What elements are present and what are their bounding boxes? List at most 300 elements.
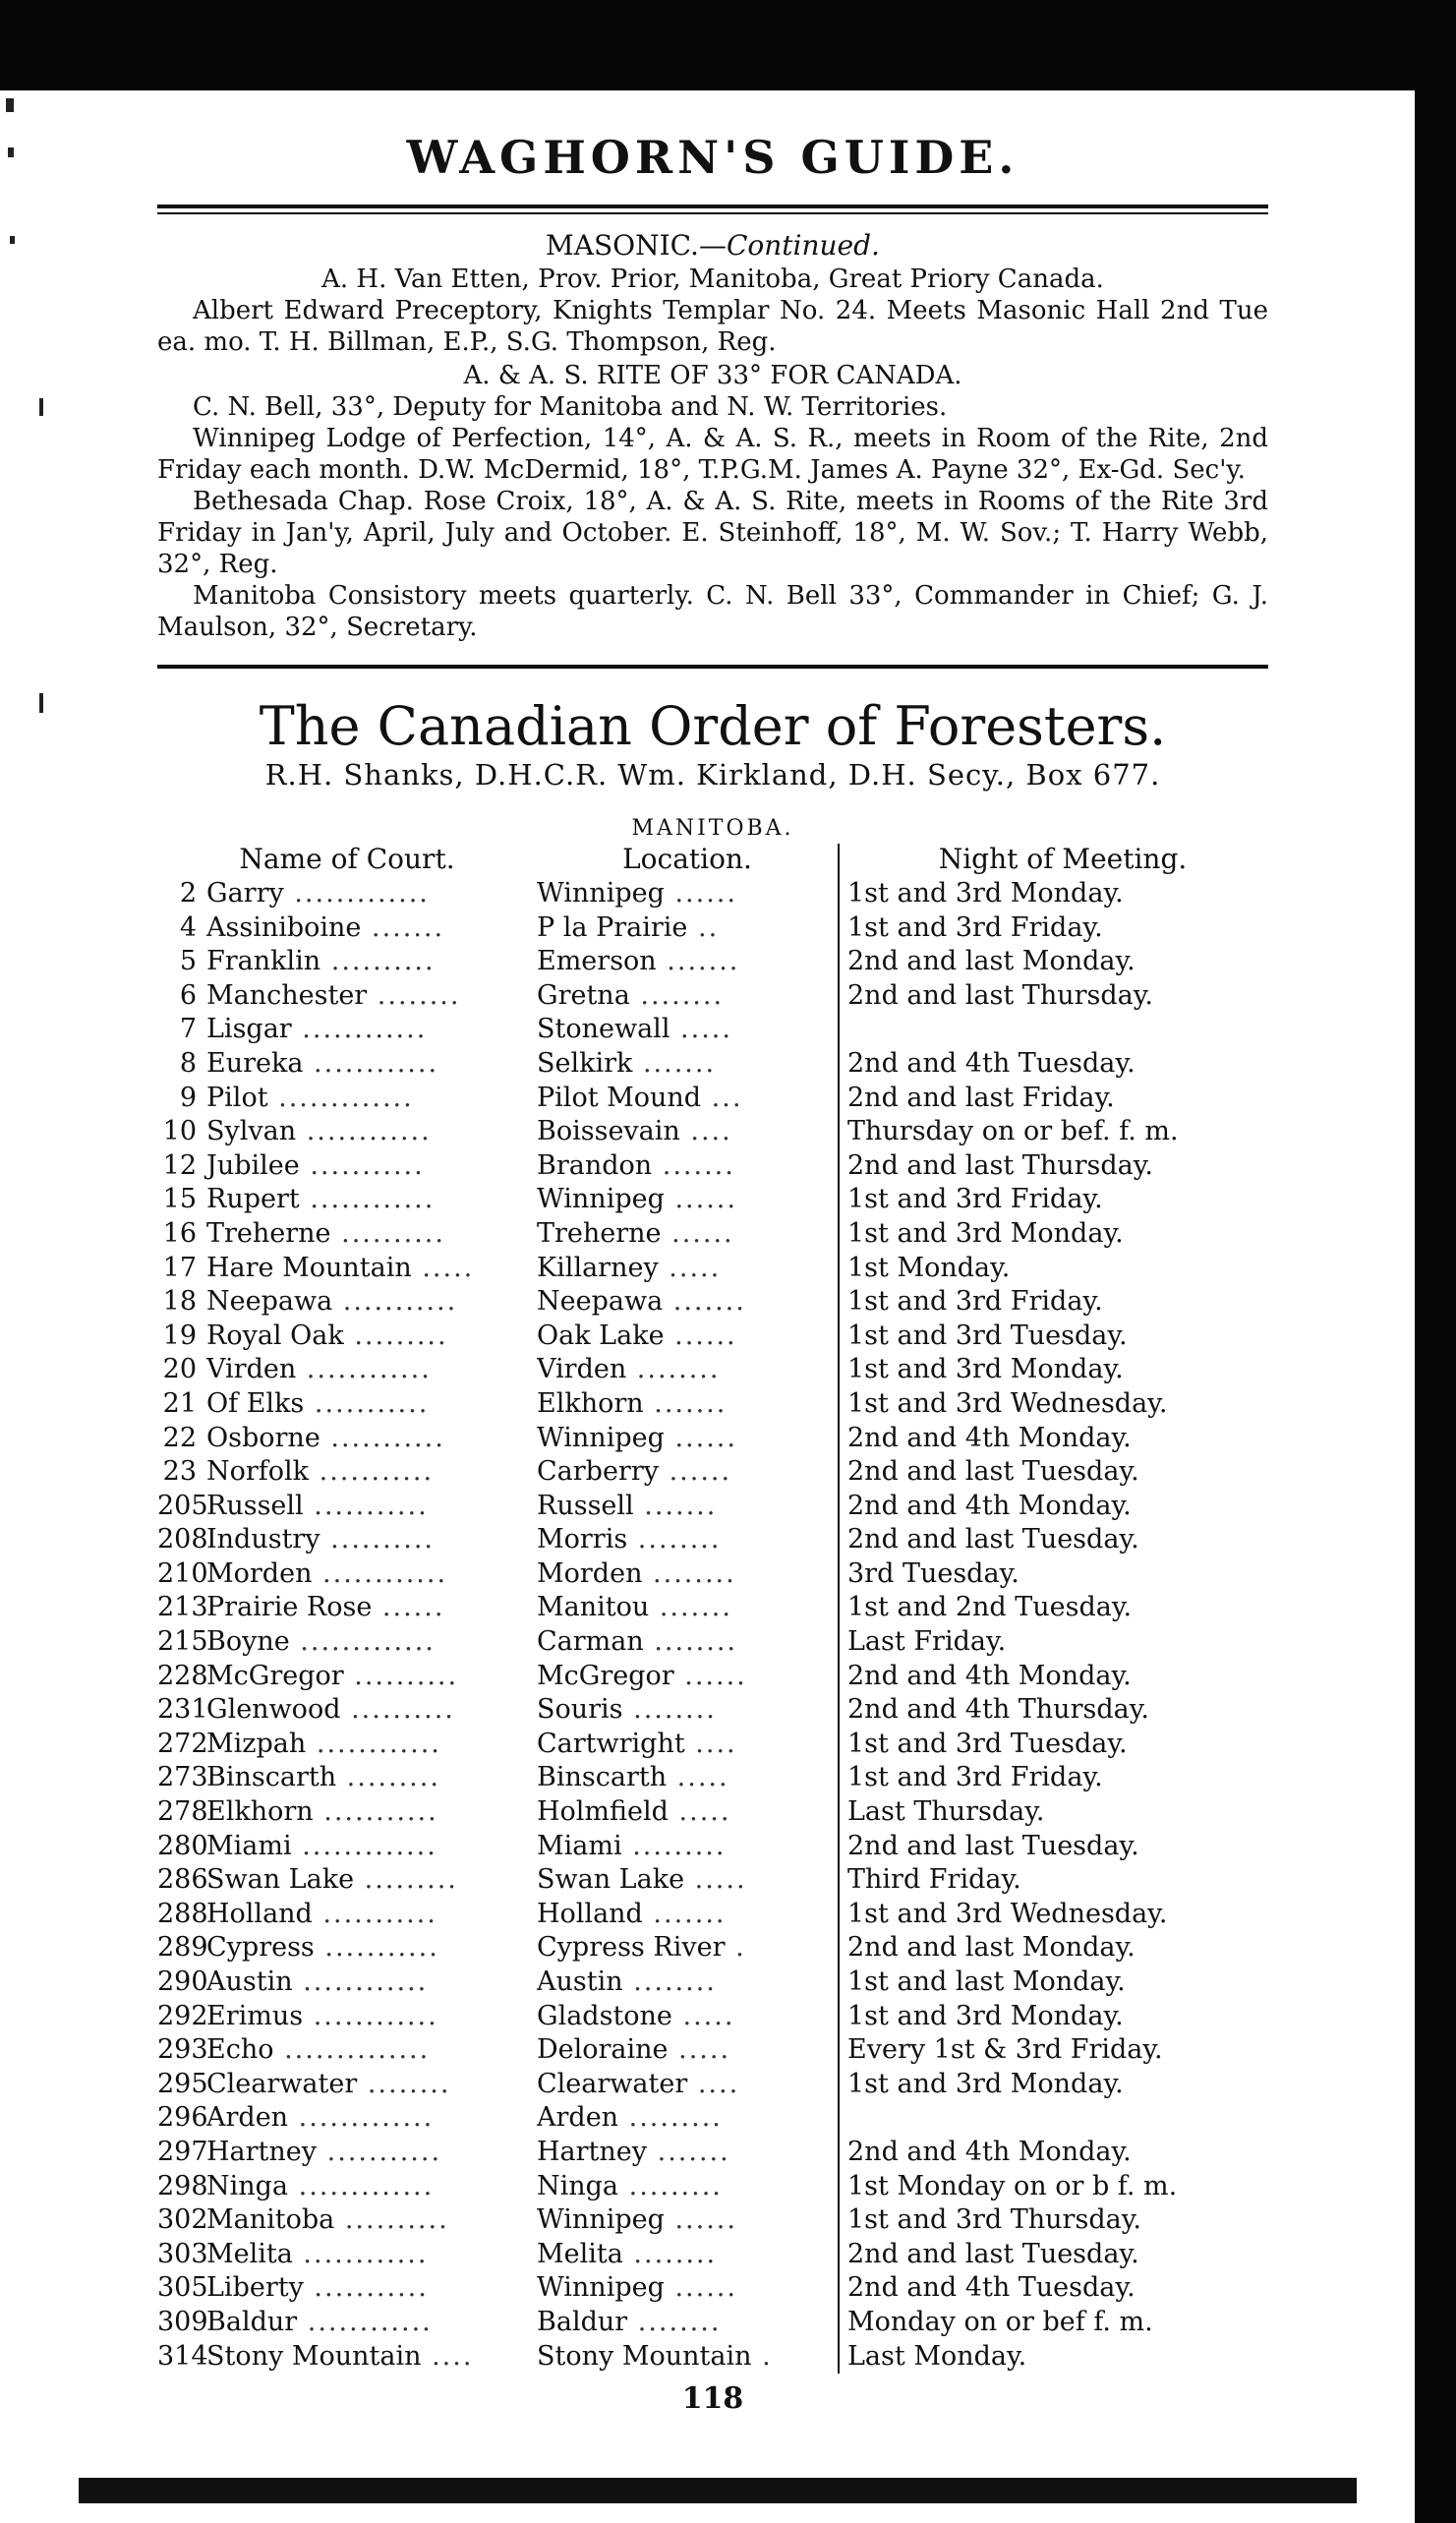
meeting-night: Monday on or bef f. m. [839, 2306, 1278, 2340]
dot-leader: ...... [659, 1456, 732, 1488]
court-name: Cypress [206, 1932, 315, 1964]
court-location: Binscarth [537, 1762, 668, 1793]
court-name: Pilot [206, 1082, 268, 1113]
court-name: Of Elks [206, 1387, 305, 1419]
meeting-night: Last Thursday. [839, 1795, 1278, 1830]
dot-leader: .......... [334, 2204, 449, 2236]
court-number: 21 [162, 1387, 197, 1419]
court-number: 4 [179, 911, 197, 943]
meeting-night: 1st Monday on or b f. m. [839, 2170, 1278, 2204]
court-cell [157, 1795, 537, 1830]
location-cell [537, 1285, 839, 1320]
court-location: Elkhorn [537, 1387, 644, 1419]
court-name: Rupert [206, 1184, 300, 1215]
masonic-heading [157, 228, 1268, 264]
court-location: Ninga [537, 2170, 619, 2201]
meeting-night: 1st and 3rd Thursday. [839, 2203, 1278, 2238]
court-number: 210 [157, 1557, 208, 1589]
court-cell [157, 2203, 537, 2238]
meeting-night: 2nd and last Monday. [839, 945, 1278, 979]
court-name: Manchester [206, 979, 368, 1011]
dot-leader: ........... [303, 2272, 429, 2304]
court-cell [157, 1455, 537, 1490]
location-cell [537, 2271, 839, 2306]
location-cell [537, 1863, 839, 1898]
meeting-night: 1st and 3rd Monday. [839, 2068, 1278, 2102]
dot-leader: ..... [670, 1014, 732, 1045]
dot-leader: ..... [668, 2034, 731, 2066]
court-number: 309 [157, 2306, 208, 2337]
court-row [157, 1217, 1278, 1252]
court-cell [157, 1693, 537, 1728]
location-cell [537, 2340, 839, 2375]
meeting-night: 1st and 3rd Wednesday. [839, 1387, 1278, 1422]
court-cell [157, 911, 537, 946]
court-location: Souris [537, 1694, 623, 1726]
dot-leader: ............ [296, 1354, 432, 1385]
court-cell [157, 1285, 537, 1320]
dot-leader: ...... [664, 1320, 737, 1351]
court-cell [157, 1931, 537, 1966]
dot-leader: ......... [354, 1864, 458, 1896]
dot-leader: ............ [299, 1184, 436, 1215]
dot-leader: ........... [332, 1286, 458, 1318]
court-location: Boissevain [537, 1116, 680, 1147]
meeting-night: 1st and 3rd Monday. [839, 1217, 1278, 1252]
court-number: 228 [157, 1660, 208, 1691]
col-location-header: Location. [622, 843, 752, 875]
dot-leader: ......... [336, 1762, 440, 1793]
court-location: Pilot Mound [537, 1082, 702, 1113]
court-name: Manitoba [206, 2204, 335, 2236]
court-cell [157, 1047, 537, 1082]
court-cell [157, 1898, 537, 1932]
location-cell [537, 1149, 839, 1184]
court-name: Ninga [206, 2170, 289, 2201]
court-location: Deloraine [537, 2034, 669, 2066]
dot-leader: ........... [312, 1898, 437, 1929]
court-row [157, 1115, 1278, 1149]
location-cell [537, 1795, 839, 1830]
head-rule-thin [157, 212, 1268, 214]
court-number: 272 [157, 1728, 208, 1759]
rite-line: Bethesada Chap. Rose Croix, 18°, A. & A. S. Rite, meets in Rooms of the Rite 3rd Friday in Jan'y, April, July and October. E. Steinhoff, 18°, M. W. Sov.; T. Harry Webb, 32°, Reg. [157, 487, 1268, 579]
dot-leader: ......... [343, 1320, 448, 1351]
dot-leader: ......... [618, 2102, 723, 2134]
dot-leader: .......... [343, 1660, 459, 1691]
court-location: Winnipeg [537, 2272, 665, 2304]
meeting-night: 2nd and 4th Monday. [839, 1660, 1278, 1694]
court-location: Hartney [537, 2136, 648, 2167]
court-location: Carman [537, 1626, 644, 1658]
court-cell [157, 2238, 537, 2272]
court-row [157, 1149, 1278, 1184]
court-row [157, 2101, 1278, 2136]
location-cell [537, 2203, 839, 2238]
dot-leader: ......... [618, 2170, 723, 2201]
court-number: 6 [179, 979, 197, 1011]
dot-leader: ............ [297, 2306, 433, 2337]
scan-edge-right [1415, 0, 1456, 2523]
court-name: Austin [206, 1966, 293, 1997]
court-cell [157, 945, 537, 979]
section-rule [157, 665, 1268, 669]
court-location: Selkirk [537, 1047, 633, 1079]
dot-leader: .......... [320, 946, 436, 977]
court-row [157, 2306, 1278, 2340]
dot-leader: ..... [668, 1796, 731, 1828]
scan-speck [8, 147, 14, 157]
location-cell [537, 1115, 839, 1149]
meeting-night: 2nd and last Thursday. [839, 979, 1278, 1014]
location-cell [537, 1217, 839, 1252]
court-name: Franklin [206, 946, 321, 977]
court-name: Jubilee [206, 1149, 300, 1181]
meeting-night: 2nd and last Tuesday. [839, 1455, 1278, 1490]
court-row [157, 2136, 1278, 2170]
meeting-night: 1st and 3rd Friday. [839, 1183, 1278, 1217]
court-location: Cartwright [537, 1728, 685, 1759]
dot-leader: ...... [661, 1217, 734, 1249]
court-location: Gretna [537, 979, 630, 1011]
location-cell [537, 1931, 839, 1966]
court-cell [157, 2170, 537, 2204]
court-row [157, 2340, 1278, 2375]
dot-leader: ....... [652, 1149, 735, 1181]
court-name: Stony Mountain [206, 2340, 422, 2372]
location-cell [537, 2170, 839, 2204]
court-location: Virden [537, 1354, 627, 1385]
dot-leader: ...... [664, 2204, 737, 2236]
court-name: Treherne [206, 1217, 331, 1249]
court-name: Eureka [206, 1047, 304, 1079]
col-night-header: Night of Meeting. [839, 844, 1278, 877]
court-row [157, 911, 1278, 946]
court-name: Melita [206, 2238, 293, 2269]
court-location: Winnipeg [537, 1184, 665, 1215]
court-location: Oak Lake [537, 1320, 665, 1351]
court-cell [157, 1115, 537, 1149]
meeting-night: 2nd and 4th Tuesday. [839, 1047, 1278, 1082]
meeting-night: 2nd and 4th Tuesday. [839, 2271, 1278, 2306]
court-row [157, 1490, 1278, 1524]
court-name: Morden [206, 1557, 313, 1589]
dot-leader: ... [701, 1082, 743, 1113]
location-cell [537, 1660, 839, 1694]
dot-leader: ......... [621, 1830, 727, 1861]
scan-edge-top [0, 0, 1456, 90]
meeting-night: 1st and 3rd Friday. [839, 911, 1278, 946]
dot-leader: ........... [317, 2136, 442, 2167]
court-row [157, 877, 1278, 911]
dot-leader: .............. [273, 2034, 431, 2066]
court-row [157, 1353, 1278, 1387]
court-name: Hare Mountain [206, 1252, 412, 1283]
dot-leader: ...... [664, 2272, 737, 2304]
scan-speck [39, 398, 43, 416]
dot-leader: ....... [633, 1490, 718, 1521]
court-cell [157, 2271, 537, 2306]
court-location: Stony Mountain [537, 2340, 752, 2372]
court-name: Elkhorn [206, 1796, 314, 1828]
court-row [157, 1183, 1278, 1217]
court-name: Russell [206, 1490, 304, 1521]
foresters-title: The Canadian Order of Foresters. [259, 695, 1167, 757]
location-cell [537, 1966, 839, 2000]
foresters-subtitle: R.H. Shanks, D.H.C.R. Wm. Kirkland, D.H. Secy., Box 677. [264, 758, 1161, 792]
court-name: Clearwater [206, 2068, 358, 2099]
court-number: 292 [157, 2000, 208, 2031]
location-cell [537, 1455, 839, 1490]
dot-leader: .... [684, 1728, 737, 1759]
meeting-night: 1st and 3rd Monday. [839, 877, 1278, 911]
court-row [157, 1898, 1278, 1932]
court-location: Killarney [537, 1252, 659, 1283]
court-location: Morris [537, 1524, 628, 1555]
court-name: Holland [206, 1898, 313, 1929]
meeting-night: Third Friday. [839, 1863, 1278, 1898]
rite-heading: A. & A. S. RITE OF 33° FOR CANADA. [463, 361, 962, 390]
dot-leader: .... [687, 2068, 740, 2099]
court-name: Royal Oak [206, 1320, 344, 1351]
dot-leader: ..... [411, 1252, 475, 1283]
court-location: Miami [537, 1830, 622, 1861]
court-cell [157, 979, 537, 1014]
court-cell [157, 1422, 537, 1456]
masonic-title-suffix: —Continued. [698, 229, 880, 262]
court-number: 278 [157, 1796, 208, 1828]
scan-speck [6, 98, 14, 112]
location-cell [537, 2000, 839, 2034]
dot-leader: ........... [313, 1796, 438, 1828]
running-head: WAGHORN'S GUIDE. [406, 131, 1019, 184]
court-number: 7 [179, 1014, 197, 1045]
court-location: Holland [537, 1898, 643, 1929]
dot-leader: ....... [663, 1286, 746, 1318]
court-number: 296 [157, 2102, 208, 2134]
court-row [157, 1422, 1278, 1456]
court-row [157, 1761, 1278, 1795]
court-row [157, 1693, 1278, 1728]
court-number: 12 [162, 1149, 197, 1181]
court-number: 5 [179, 946, 197, 977]
court-name: Boyne [206, 1626, 290, 1658]
court-cell [157, 1490, 537, 1524]
rite-line: Manitoba Consistory meets quarterly. C. N. Bell 33°, Commander in Chief; G. J. Maulson, 32°, Secretary. [157, 581, 1268, 642]
court-cell [157, 1625, 537, 1660]
court-cell [157, 1149, 537, 1184]
location-cell [537, 2238, 839, 2272]
court-location: Neepawa [537, 1286, 664, 1318]
court-number: 8 [179, 1047, 197, 1079]
court-cell [157, 2306, 537, 2340]
court-cell [157, 1082, 537, 1116]
location-cell [537, 1693, 839, 1728]
court-number: 302 [157, 2204, 208, 2236]
meeting-night: 2nd and last Tuesday. [839, 1523, 1278, 1557]
court-row [157, 2000, 1278, 2034]
court-name: Liberty [206, 2272, 304, 2304]
court-cell [157, 2000, 537, 2034]
court-name: Echo [206, 2034, 274, 2066]
meeting-night: 2nd and last Monday. [839, 1931, 1278, 1966]
dot-leader: ....... [649, 1592, 732, 1623]
court-location: P la Prairie [537, 911, 688, 943]
court-row [157, 1455, 1278, 1490]
court-cell [157, 1252, 537, 1286]
court-number: 208 [157, 1524, 208, 1555]
dot-leader: ..... [658, 1252, 722, 1283]
scan-speck [10, 236, 15, 244]
court-name: Garry [206, 878, 284, 909]
court-name: Norfolk [206, 1456, 310, 1488]
dot-leader: ............ [291, 1014, 428, 1045]
dot-leader: ..... [667, 1762, 729, 1793]
masonic-title: MASONIC. [546, 229, 699, 262]
court-location: Cypress River [537, 1932, 726, 1964]
court-cell [157, 1557, 537, 1592]
scan-edge-bottom [79, 2478, 1357, 2503]
court-row [157, 2238, 1278, 2272]
dot-leader: ..... [684, 1864, 747, 1896]
court-name: Glenwood [206, 1694, 341, 1726]
court-number: 10 [162, 1116, 197, 1147]
dot-leader: ..... [671, 2000, 735, 2031]
court-number: 23 [162, 1456, 197, 1488]
court-cell [157, 1183, 537, 1217]
location-cell [537, 1387, 839, 1422]
location-cell [537, 1557, 839, 1592]
court-number: 314 [157, 2340, 208, 2372]
court-number: 205 [157, 1490, 208, 1521]
court-row [157, 1082, 1278, 1116]
dot-leader: ...... [664, 878, 737, 909]
court-cell [157, 2340, 537, 2375]
meeting-night: 1st and 3rd Tuesday. [839, 1320, 1278, 1354]
court-cell [157, 1320, 537, 1354]
meeting-night: 2nd and last Tuesday. [839, 2238, 1278, 2272]
court-row [157, 1387, 1278, 1422]
court-location: McGregor [537, 1660, 674, 1691]
court-cell [157, 2033, 537, 2068]
location-cell [537, 1728, 839, 1762]
court-name: Swan Lake [206, 1864, 355, 1896]
dot-leader: ........ [627, 2306, 722, 2337]
dot-leader: .... [421, 2340, 474, 2372]
dot-leader: ........... [314, 1932, 439, 1964]
court-number: 288 [157, 1898, 208, 1929]
court-number: 15 [162, 1184, 197, 1215]
location-cell [537, 2136, 839, 2170]
dot-leader: . [725, 1932, 746, 1964]
page [157, 118, 1268, 2416]
court-name: Erimus [206, 2000, 304, 2031]
location-cell [537, 911, 839, 946]
court-name: Prairie Rose [206, 1592, 373, 1623]
court-name: Industry [206, 1524, 320, 1555]
dot-leader: ............. [289, 1626, 436, 1658]
location-cell [537, 2101, 839, 2136]
location-cell [537, 1591, 839, 1625]
court-location: Gladstone [537, 2000, 672, 2031]
court-name: Mizpah [206, 1728, 307, 1759]
court-row [157, 1252, 1278, 1286]
court-row [157, 2271, 1278, 2306]
court-location: Emerson [537, 946, 657, 977]
court-cell [157, 1863, 537, 1898]
court-row [157, 2068, 1278, 2102]
court-number: 305 [157, 2272, 208, 2304]
court-location: Austin [537, 1966, 623, 1997]
court-cell [157, 1353, 537, 1387]
meeting-night: 1st and 2nd Tuesday. [839, 1591, 1278, 1625]
court-cell [157, 1728, 537, 1762]
location-cell [537, 1252, 839, 1286]
court-location: Russell [537, 1490, 634, 1521]
court-number: 2 [179, 878, 197, 909]
court-location: Manitou [537, 1592, 650, 1623]
location-cell [537, 1183, 839, 1217]
court-name: Baldur [206, 2306, 298, 2337]
court-location: Arden [537, 2102, 619, 2134]
court-number: 289 [157, 1932, 208, 1964]
court-row [157, 1966, 1278, 2000]
dot-leader: .......... [340, 1694, 455, 1726]
dot-leader: ............. [267, 1082, 414, 1113]
dot-leader: ........ [367, 979, 461, 1011]
court-cell [157, 1387, 537, 1422]
meeting-night [839, 2101, 1278, 2136]
court-number: 297 [157, 2136, 208, 2167]
court-name: Arden [206, 2102, 289, 2134]
dot-leader: ........... [299, 1149, 425, 1181]
dot-leader: ........... [304, 1387, 430, 1419]
location-cell [537, 1422, 839, 1456]
courts-table [157, 844, 1278, 2374]
court-location: Brandon [537, 1149, 653, 1181]
court-cell [157, 877, 537, 911]
col-court-header: Name of Court. [239, 843, 455, 875]
court-cell [157, 2136, 537, 2170]
location-cell [537, 1761, 839, 1795]
meeting-night: 1st and last Monday. [839, 1966, 1278, 2000]
court-name: Miami [206, 1830, 292, 1861]
dot-leader: ...... [664, 1422, 737, 1453]
court-location: Swan Lake [537, 1864, 685, 1896]
court-location: Winnipeg [537, 1422, 665, 1453]
court-cell [157, 2068, 537, 2102]
meeting-night: 1st and 3rd Tuesday. [839, 1728, 1278, 1762]
court-location: Baldur [537, 2306, 628, 2337]
court-location: Winnipeg [537, 878, 665, 909]
dot-leader: ........... [320, 1422, 445, 1453]
court-number: 231 [157, 1694, 208, 1726]
court-cell [157, 1217, 537, 1252]
region-heading: MANITOBA. [631, 816, 794, 841]
court-row [157, 2033, 1278, 2068]
location-cell [537, 1047, 839, 1082]
meeting-night: 2nd and 4th Thursday. [839, 1693, 1278, 1728]
court-row [157, 1557, 1278, 1592]
court-location: Treherne [537, 1217, 662, 1249]
meeting-night: 2nd and 4th Monday. [839, 1490, 1278, 1524]
dot-leader: ............. [291, 1830, 437, 1861]
court-number: 9 [179, 1082, 197, 1113]
courts-header-row [157, 844, 1278, 877]
court-location: Clearwater [537, 2068, 688, 2099]
court-row [157, 1047, 1278, 1082]
dot-leader: ............. [288, 2170, 435, 2201]
